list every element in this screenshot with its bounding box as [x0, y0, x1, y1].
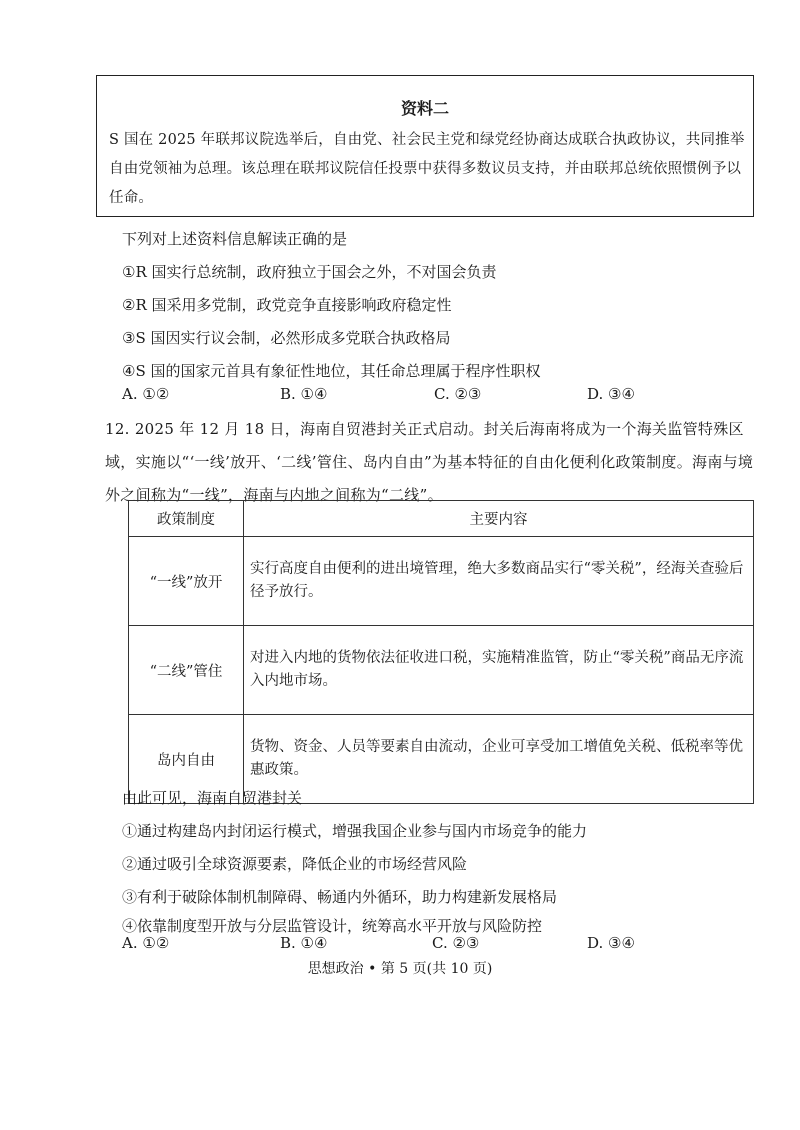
table-row	[129, 626, 754, 715]
q12-item-4: ④依靠制度型开放与分层监管设计，统筹高水平开放与风险防控	[122, 917, 543, 935]
table-cell-content: 实行高度自由便利的进出境管理，绝大多数商品实行“零关税”，经海关查验后径予放行。	[244, 537, 754, 626]
q12-item-1: ①通过构建岛内封闭运行模式，增强我国企业参与国内市场竞争的能力	[122, 822, 588, 840]
policy-table	[128, 500, 754, 804]
q11-item-4: ④S 国的国家元首具有象征性地位，其任命总理属于程序性职权	[122, 362, 541, 380]
table-cell-policy: “一线”放开	[129, 537, 244, 626]
page-footer: 思想政治 • 第 5 页(共 10 页)	[307, 961, 493, 977]
q11-choice-c[interactable]: C. ②③	[434, 385, 482, 403]
q12-choice-d[interactable]: D. ③④	[587, 934, 635, 952]
q12-choice-a[interactable]: A. ①②	[122, 934, 170, 952]
q12-lead: 由此可见，海南自贸港封关	[122, 789, 303, 807]
table-header-row	[129, 501, 754, 537]
q11-item-2: ②R 国采用多党制，政党竞争直接影响政府稳定性	[122, 296, 452, 314]
table-cell-policy: 岛内自由	[129, 715, 244, 804]
material-box	[96, 75, 754, 217]
table-row	[129, 537, 754, 626]
q11-choice-b[interactable]: B. ①④	[280, 385, 328, 403]
material-title: 资料二	[400, 99, 449, 118]
table-header-content: 主要内容	[244, 501, 754, 537]
table-cell-content: 对进入内地的货物依法征收进口税，实施精准监管，防止“零关税”商品无序流入内地市场。	[244, 626, 754, 715]
q12-choice-b[interactable]: B. ①④	[280, 934, 328, 952]
q11-item-1: ①R 国实行总统制，政府独立于国会之外，不对国会负责	[122, 263, 497, 281]
q12-item-2: ②通过吸引全球资源要素，降低企业的市场经营风险	[122, 855, 468, 873]
q11-choice-a[interactable]: A. ①②	[122, 385, 170, 403]
table-cell-content: 货物、资金、人员等要素自由流动，企业可享受加工增值免关税、低税率等优惠政策。	[244, 715, 754, 804]
q11-item-3: ③S 国因实行议会制，必然形成多党联合执政格局	[122, 329, 451, 347]
material-text: S 国在 2025 年联邦议院选举后，自由党、社会民主党和绿党经协商达成联合执政协议，共同推举自由党领袖为总理。该总理在联邦议院信任投票中获得多数议员支持，并由联邦总统依照惯例予以任命。	[109, 132, 745, 206]
table-header-policy: 政策制度	[129, 501, 244, 537]
q11-choice-d[interactable]: D. ③④	[587, 385, 635, 403]
q11-stem: 下列对上述资料信息解读正确的是	[122, 230, 348, 248]
q12-stem: 12. 2025 年 12 月 18 日，海南自贸港封关正式启动。封关后海南将成为一个海关监管特殊区域，实施以“‘一线’放开、‘二线’管住、岛内自由”为基本特征的自由化便利化政策制度。海南与境外之间称为“一线”，海南与内地之间称为“二线”。	[105, 420, 754, 504]
table-cell-policy: “二线”管住	[129, 626, 244, 715]
q12-choice-c[interactable]: C. ②③	[432, 934, 480, 952]
q12-item-3: ③有利于破除体制机制障碍、畅通内外循环，助力构建新发展格局	[122, 888, 558, 906]
